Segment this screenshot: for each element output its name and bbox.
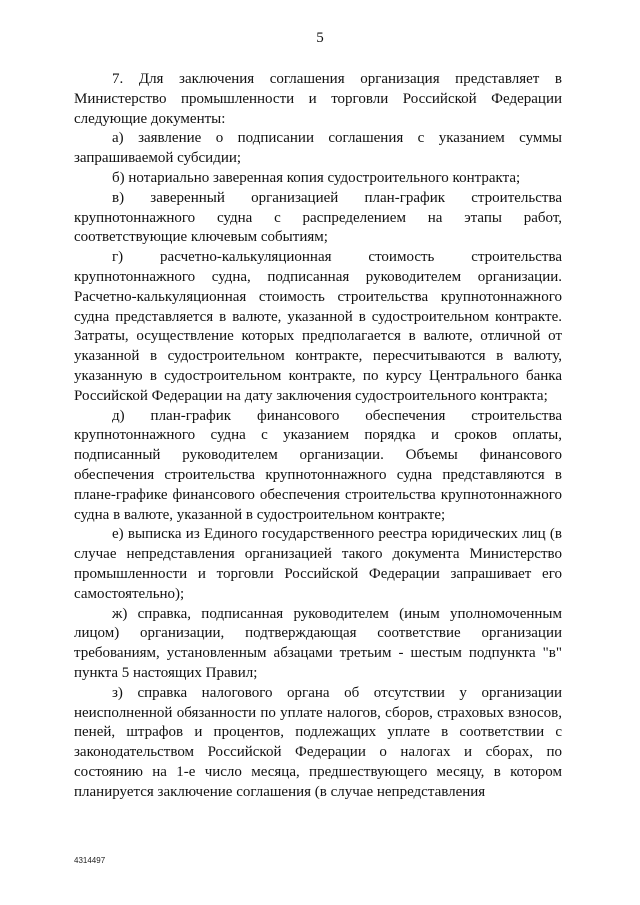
item-d: д) план-график финансового обеспечения строительства крупнотоннажного судна с указанием порядка и сроков оплаты, подписанный руководителем организации. Объемы финансового обеспечения строительства крупнотоннажного судна представляются в плане-графике финансового обеспечения строительства крупнотоннажного судна в валюте, указанной в судостроительном контракте; <box>74 407 562 523</box>
item-z: з) справка налогового органа об отсутствии у организации неисполненной обязанности по уплате налогов, сборов, страховых взносов, пеней, штрафов и процентов, подлежащих уплате в соответствии с законодательством Российской Федерации о налогах и сборах, по состоянию на 1-е число месяца, предшествующего месяцу, в котором планируется заключение соглашения (в случае непредставления <box>74 684 562 800</box>
document-body <box>74 70 562 802</box>
item-b: б) нотариально заверенная копия судостроительного контракта; <box>112 169 521 186</box>
item-e: е) выписка из Единого государственного реестра юридических лиц (в случае непредставления организацией такого документа Министерство промышленности и торговли Российской Федерации запрашивает его самостоятельно); <box>74 526 562 602</box>
item-zh: ж) справка, подписанная руководителем (иным уполномоченным лицом) организации, подтверждающая соответствие организации требованиям, установленным абзацами третьим - шестым подпункта "в" пункта 5 настоящих Правил; <box>74 605 562 681</box>
item-g: г) расчетно-калькуляционная стоимость строительства крупнотоннажного судна, подписанная руководителем организации. Расчетно-калькуляционная стоимость строительства крупнотоннажного судна представляется в валюте, указанной в судостроительном контракте. Затраты, осуществление которых предполагается в валюте, отличной от указанной в судостроительном контракте, пересчитываются в валюту, указанную в судостроительном контракте, по курсу Центрального банка Российской Федерации на дату заключения судостроительного контракта; <box>74 249 562 404</box>
document-code: 4314497 <box>74 856 106 865</box>
item-v: в) заверенный организацией план-график строительства крупнотоннажного судна с распределением на этапы работ, соответствующие ключевым событиям; <box>74 189 562 246</box>
paragraph-7-intro: 7. Для заключения соглашения организация представляет в Министерство промышленности и торговли Российской Федерации следующие документы: <box>74 71 562 127</box>
page-number: 5 <box>316 30 324 46</box>
item-a: а) заявление о подписании соглашения с указанием суммы запрашиваемой субсидии; <box>74 130 562 167</box>
